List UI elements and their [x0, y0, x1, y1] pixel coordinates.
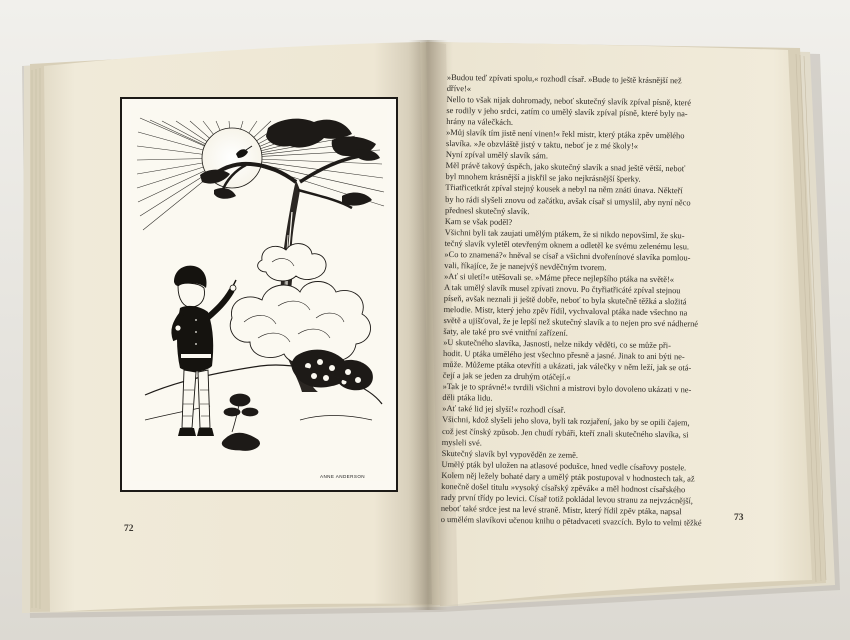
text-line: píseň, avšak neznali ji ještě dobře, neboť to byla skutečně těžká a složitá	[443, 293, 687, 307]
text-line: Třiatřicetkrát zpíval stejný kousek a nebyl na něm znáti únava. Někteří	[445, 183, 683, 196]
right-page-text	[441, 72, 747, 529]
text-line: Nello to však nijak dohromady, neboť skutečný slavík zpíval písně, které	[446, 95, 692, 108]
text-line: vali, říkajíce, že je nanejvýš nevděčným tvorem.	[444, 260, 607, 273]
text-line: o umělém slavíkovi učenou knihu o pětadvaceti svazcích. Bylo to velmi těžké	[440, 514, 702, 528]
text-line: »Můj slavík tím jistě není vinen!« řekl mistr, který ptáka zpěv umělého	[446, 128, 685, 141]
text-line: Kam se však poděl?	[444, 216, 513, 227]
text-line: děli ptáka lidu.	[442, 393, 493, 404]
text-line: by ho rádi slyšeli znovu od začátku, avšak císař si umyslil, aby nyní něco	[445, 194, 691, 207]
text-line: konečně došel titulu »vysoký císařský zpěvák« a měl hodnost císařského	[441, 481, 686, 495]
text-line: Skutečný slavík byl vypověděn ze země.	[441, 448, 579, 460]
text-line: přednesl skutečný slavík.	[445, 205, 530, 216]
text-line: Všichni, kdož slyšeli jeho slova, byli tak rozjaření, jako by se opili čajem,	[442, 415, 690, 428]
illustration-signature: ANNE ANDERSON	[320, 474, 366, 479]
text-line: mysleli své.	[441, 437, 482, 448]
text-line: může. Můžeme ptáka otevříti a ukázati, jak válečky v něm leží, jak se otá-	[442, 360, 692, 373]
text-line: »Ať také lid jej slyší!« rozhodl císař.	[442, 404, 566, 416]
text-line: »Tak je to správné!« tvrdili všichni a mistrovi bylo dovoleno ukázati v ne-	[442, 382, 692, 395]
text-line: slavíka. »Je obzvláště jistý v taktu, neboť je z mé školy!«	[445, 139, 639, 151]
text-line: neboť také srdce jest na levé straně. Mistr, který řídil zpěv ptáka, napsal	[440, 503, 682, 517]
text-line: hodit. U ptáka umělého jest všechno přesně a jasné. Jinak to ani býti ne-	[443, 349, 685, 362]
left-page-number: 72	[124, 524, 134, 534]
text-line: »Budou teď zpívati spolu,« rozhodl císař. »Bude to ještě krásnější než	[446, 72, 682, 86]
text-line: A tak umělý slavík musel zpívati znovu. Po čtyřiatřicáté zpíval stejnou	[443, 282, 681, 296]
text-line: melodie. Mistr, který jeho zpěv řídil, vychvaloval ptáka nade všechno na	[443, 304, 688, 318]
text-line: šaty, ale také pro své vnitřní zařízení.	[443, 327, 569, 338]
text-line: »U skutečného slavíka, Jasnosti, nelze nikdy věděti, co se může při-	[443, 338, 671, 351]
text-line: byl mnohem krásnější a jiskřil se jako nejkrásnější šperky.	[445, 172, 641, 185]
text-line: »Co to znamená?« hněval se císař a všichni dvořenínové slavíka pomlou-	[444, 249, 691, 263]
illustration	[121, 98, 397, 491]
text-line: se rodily v jeho srdci, zatím co umělý slavík zpíval písně, které byly na-	[446, 106, 688, 119]
text-line: »Ať si uletí!« utěšovali se. »Máme přece nejlepšího ptáka na světě!«	[444, 271, 675, 285]
text-line: Kolem něj ležely bohaté dary a umělý pták postupoval v hodnostech tak, až	[441, 470, 695, 484]
text-line: dříve!«	[446, 84, 472, 94]
text-line: Umělý pták byl uložen na atlasové podušce, hned vedle císařovy postele.	[441, 459, 687, 473]
text-line: rady první třídy po levici. Císař totiž pokládal levou stranu za nejvzácnější,	[440, 492, 693, 506]
text-line: čejí a jak se jeden za druhým otáčejí.«	[442, 371, 571, 383]
text-line: světě a ujišťoval, že je lepší než skutečný slavík a to nejen pro své nádherné	[443, 316, 699, 329]
text-line: Měl právě takový úspěch, jako skutečný slavík a snad ještě větší, neboť	[445, 161, 686, 174]
text-line: tečný slavík vyletěl otevřeným oknem a odletěl ke svému zelenému lesu.	[444, 238, 690, 252]
text-line: Nyní zpíval umělý slavík sám.	[445, 150, 549, 161]
text-line: což jest čínský způsob. Jen chudí rybáři, kteří znali skutečného slavíka, si	[441, 426, 689, 439]
text-line: Všichni byli tak zaujati umělým ptákem, že si nikdo nepovšiml, že sku-	[444, 227, 685, 240]
right-page-number: 73	[734, 513, 744, 523]
text-line: hrány na válečkách.	[446, 117, 514, 128]
